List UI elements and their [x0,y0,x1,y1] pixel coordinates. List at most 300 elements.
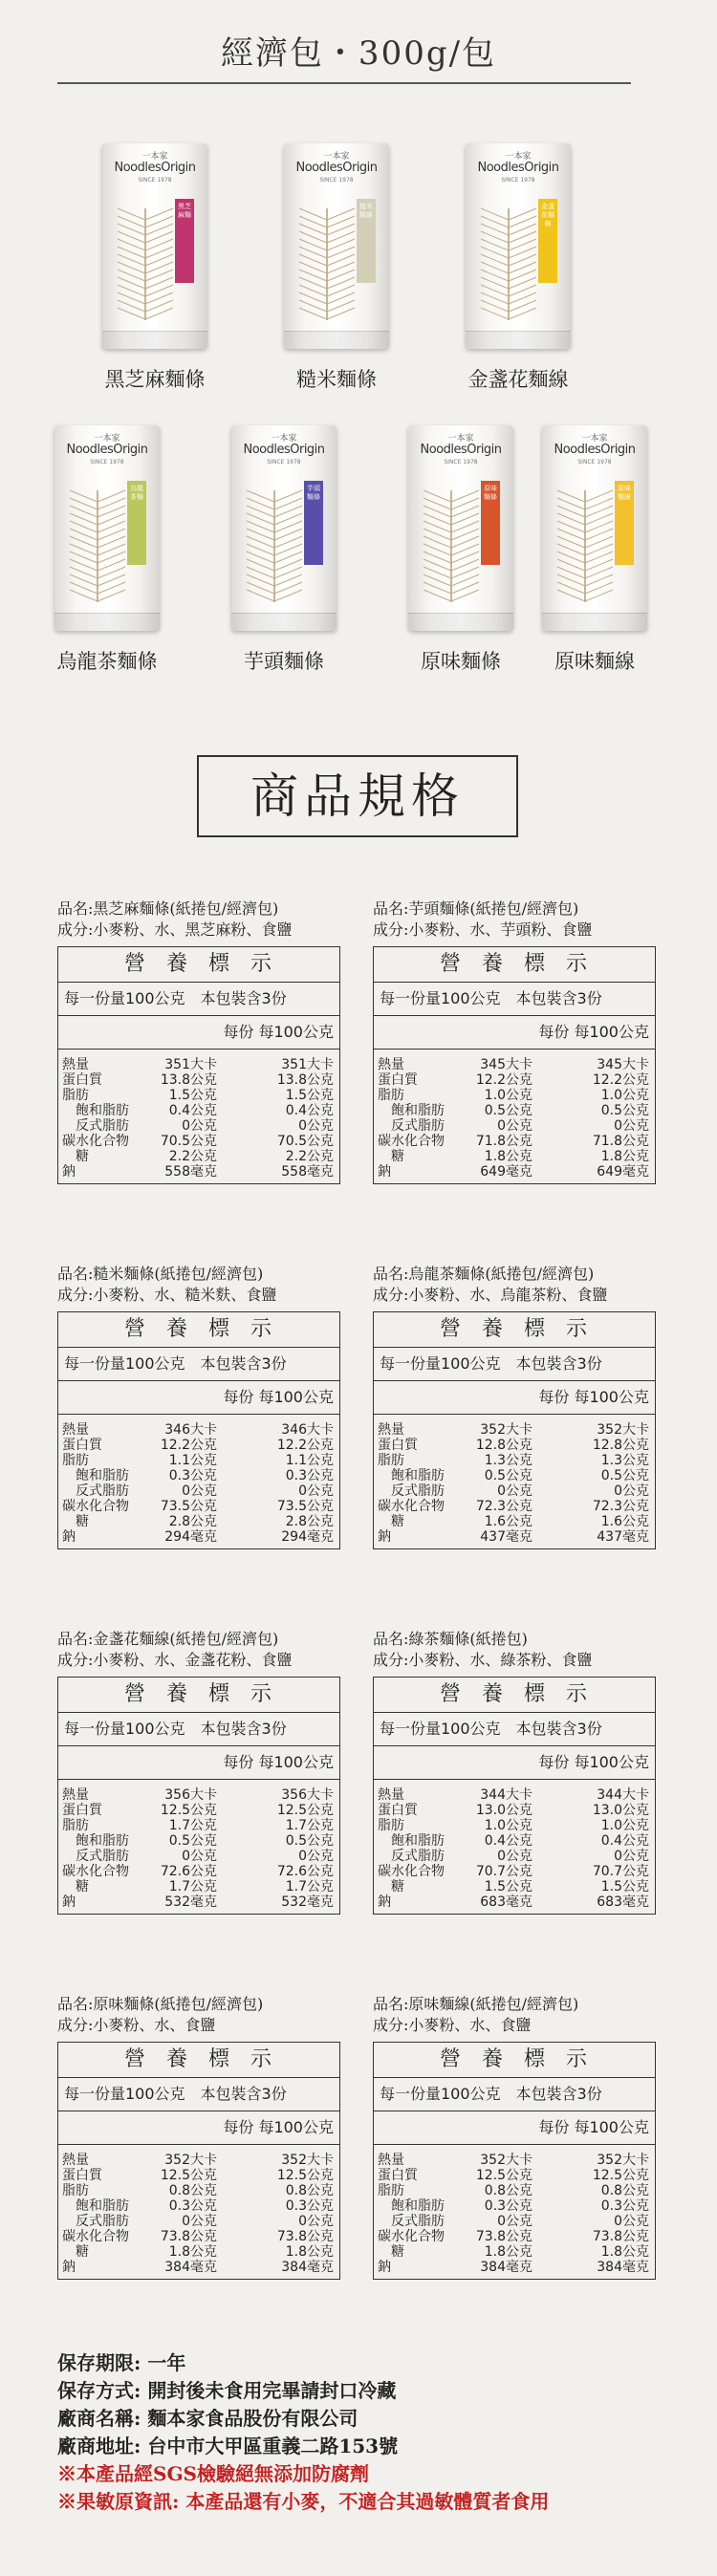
product-spec [373,1264,660,1549]
per-serving-value: 345大卡 [480,1057,532,1072]
per-serving-value: 0公克 [182,1483,217,1499]
per-100g-value: 351大卡 [281,1057,334,1072]
package-name: 原味麵條 [421,650,501,673]
nutrient-label: 反式脂肪 [391,1483,445,1499]
product-ingredients: 成分:小麥粉、水、食鹽 [373,2016,532,2034]
nutrition-table [373,946,656,1184]
shelf-life: 保存期限: 一年 [57,2351,186,2374]
nutrition-row [374,1879,655,1894]
column-header: 每份 每100公克 [58,1016,339,1050]
per-100g-value: 352大卡 [281,2153,334,2168]
nutrition-row [58,1803,339,1818]
nutrient-label: 碳水化合物 [378,1499,445,1514]
product-name: 品名:糙米麵條(紙捲包/經濟包) [57,1265,264,1283]
product-name: 品名:原味麵條(紙捲包/經濟包) [57,1995,264,2013]
nutrient-label: 熱量 [62,1057,89,1072]
per-serving-value: 558毫克 [164,1164,217,1180]
per-100g-value: 1.1公克 [285,1453,334,1468]
serving-info: 每一份量100公克 本包裝含3份 [374,1348,655,1381]
nutrition-row [58,1134,339,1149]
nutrition-row [374,2244,655,2260]
per-100g-value: 13.0公克 [592,1803,649,1818]
nutrition-row [58,1818,339,1833]
nutrient-label: 脂肪 [378,1088,404,1103]
product-name: 品名:黑芝麻麵條(紙捲包/經濟包) [57,899,279,918]
per-serving-value: 0公克 [182,1118,217,1134]
per-100g-value: 649毫克 [597,1164,649,1180]
package-name: 金盞花麵線 [467,368,569,391]
nutrition-row [374,1894,655,1910]
nutrition-row [58,1468,339,1483]
nutrition-row [374,2198,655,2214]
brand-logo: NoodlesOrigin [243,443,325,457]
per-serving-value: 0.3公克 [168,1468,217,1483]
nutrient-label: 蛋白質 [378,1803,418,1818]
product-name: 品名:原味麵線(紙捲包/經濟包) [373,1995,579,2013]
per-serving-value: 532毫克 [164,1894,217,1910]
package-image [54,425,160,631]
per-serving-value: 352大卡 [480,1422,532,1438]
nutrition-row [58,1833,339,1849]
package-item [461,143,576,393]
package-seal [542,613,647,631]
nutrient-label: 碳水化合物 [378,1864,445,1879]
per-100g-value: 1.6公克 [600,1514,649,1529]
per-serving-value: 0公克 [497,1483,532,1499]
per-serving-value: 12.8公克 [475,1438,532,1453]
brand-tagline: SINCE 1978 [90,459,124,465]
per-serving-value: 71.8公克 [475,1134,532,1149]
brand-tagline: SINCE 1978 [444,459,478,465]
per-serving-value: 294毫克 [164,1529,217,1545]
nutrition-row [374,1453,655,1468]
per-100g-value: 0.8公克 [285,2183,334,2198]
serving-info: 每一份量100公克 本包裝含3份 [58,2078,339,2111]
per-serving-value: 13.8公克 [160,1072,217,1088]
nutrient-label: 熱量 [378,1787,404,1803]
nutrient-label: 糖 [76,2244,89,2260]
per-serving-value: 356大卡 [164,1787,217,1803]
per-serving-value: 0.8公克 [484,2183,532,2198]
nutrition-row [58,1864,339,1879]
product-ingredients: 成分:小麥粉、水、芋頭粉、食鹽 [373,920,593,939]
per-100g-value: 2.2公克 [285,1149,334,1164]
per-serving-value: 12.5公克 [160,1803,217,1818]
nutrient-label: 飽和脂肪 [391,1468,445,1483]
column-header: 每份 每100公克 [374,1016,655,1050]
nutrition-table [373,2042,656,2280]
nutrition-row [58,1499,339,1514]
nutrition-title: 營養標示 [374,1678,655,1713]
package-name: 糙米麵條 [296,368,377,391]
nutrition-row [374,2168,655,2183]
nutrient-label: 脂肪 [62,2183,89,2198]
per-100g-value: 345大卡 [597,1057,649,1072]
nutrition-row [58,1438,339,1453]
nutrition-row [58,2183,339,2198]
per-100g-value: 294毫克 [281,1529,334,1545]
nutrition-row [58,1088,339,1103]
nutrient-label: 糖 [76,1149,89,1164]
nutrient-label: 熱量 [378,1422,404,1438]
nutrition-title: 營養標示 [58,2043,339,2078]
package-item [98,143,212,393]
package-flavor-label: 芋頭麵條 [304,481,323,565]
per-100g-value: 0公克 [298,1849,334,1864]
wheat-leaf-icon [475,201,542,325]
product-ingredients: 成分:小麥粉、水、烏龍茶粉、食鹽 [373,1286,608,1304]
nutrition-row [58,1529,339,1545]
brand-mark: 一本家 [505,152,532,162]
per-100g-value: 2.8公克 [285,1514,334,1529]
package-image [231,425,337,631]
brand-tagline: SINCE 1978 [138,177,172,184]
per-serving-value: 649毫克 [480,1164,532,1180]
nutrition-row [58,1849,339,1864]
package-name: 芋頭麵條 [244,650,324,673]
nutrition-table [373,1311,656,1549]
nutrition-title: 營養標示 [374,2043,655,2078]
nutrient-label: 鈉 [378,1894,391,1910]
per-serving-value: 1.8公克 [484,2244,532,2260]
product-spec [57,898,344,1184]
per-serving-value: 384毫克 [164,2260,217,2275]
package-item [403,425,518,675]
nutrient-label: 碳水化合物 [378,2229,445,2244]
nutrition-row [58,1422,339,1438]
nutrition-row [58,1103,339,1118]
per-100g-value: 0.5公克 [600,1468,649,1483]
per-100g-value: 73.5公克 [276,1499,334,1514]
footer-info [57,2349,669,2516]
nutrition-row [374,1529,655,1545]
per-100g-value: 73.8公克 [276,2229,334,2244]
nutrition-row [374,1483,655,1499]
nutrition-row [374,1499,655,1514]
nutrition-row [58,2168,339,2183]
per-100g-value: 0公克 [298,1483,334,1499]
nutrient-label: 糖 [76,1879,89,1894]
product-name: 品名:烏龍茶麵條(紙捲包/經濟包) [373,1265,595,1283]
serving-info: 每一份量100公克 本包裝含3份 [58,1348,339,1381]
per-100g-value: 0.3公克 [285,2198,334,2214]
package-flavor-label: 原味麵條 [481,481,500,565]
nutrition-row [58,1453,339,1468]
per-100g-value: 1.3公克 [600,1453,649,1468]
per-100g-value: 0.8公克 [600,2183,649,2198]
package-image [542,425,647,631]
per-serving-value: 70.7公克 [475,1864,532,1879]
nutrition-title: 營養標示 [58,947,339,983]
nutrient-label: 飽和脂肪 [76,2198,129,2214]
per-100g-value: 1.0公克 [600,1818,649,1833]
nutrition-title: 營養標示 [58,1312,339,1348]
nutrient-label: 蛋白質 [378,1438,418,1453]
nutrition-row [374,1864,655,1879]
product-ingredients: 成分:小麥粉、水、食鹽 [57,2016,216,2034]
nutrition-row [374,2153,655,2168]
package-item [50,425,164,675]
serving-info: 每一份量100公克 本包裝含3份 [374,2078,655,2111]
per-100g-value: 12.5公克 [592,2168,649,2183]
nutrient-label: 蛋白質 [62,2168,102,2183]
per-100g-value: 346大卡 [281,1422,334,1438]
nutrient-label: 反式脂肪 [76,1483,129,1499]
per-serving-value: 73.5公克 [160,1499,217,1514]
product-spec [57,1629,344,1915]
nutrient-label: 鈉 [62,1164,76,1180]
package-seal [466,331,571,349]
product-ingredients: 成分:小麥粉、水、金盞花粉、食鹽 [57,1651,293,1669]
package-name: 黑芝麻麵條 [104,368,206,391]
per-100g-value: 558毫克 [281,1164,334,1180]
per-serving-value: 344大卡 [480,1787,532,1803]
brand-mark: 一本家 [447,434,474,444]
package-flavor-label: 糙米麵條 [357,199,376,283]
nutrition-row [374,1422,655,1438]
per-serving-value: 2.2公克 [168,1149,217,1164]
per-100g-value: 0公克 [614,1118,649,1134]
nutrition-row [374,1072,655,1088]
nutrient-label: 反式脂肪 [391,1849,445,1864]
nutrient-label: 脂肪 [378,1453,404,1468]
package-name: 原味麵線 [554,650,635,673]
nutrition-row [374,1088,655,1103]
nutrition-row [58,1483,339,1499]
column-header: 每份 每100公克 [58,2111,339,2145]
nutrient-label: 碳水化合物 [62,1134,129,1149]
nutrition-row [58,1894,339,1910]
nutrient-label: 蛋白質 [378,2168,418,2183]
per-serving-value: 683毫克 [480,1894,532,1910]
brand-mark: 一本家 [94,434,120,444]
nutrient-label: 飽和脂肪 [76,1468,129,1483]
nutrient-label: 糖 [391,1879,404,1894]
brand-mark: 一本家 [323,152,350,162]
nutrient-label: 脂肪 [62,1088,89,1103]
package-item [537,425,652,675]
nutrient-label: 熱量 [378,1057,404,1072]
per-100g-value: 12.5公克 [276,1803,334,1818]
package-image [284,143,389,349]
brand-logo: NoodlesOrigin [66,443,148,457]
spec-title: 商品規格 [197,755,518,837]
nutrition-row [374,1833,655,1849]
per-serving-value: 1.0公克 [484,1088,532,1103]
serving-info: 每一份量100公克 本包裝含3份 [374,983,655,1016]
per-100g-value: 0.3公克 [285,1468,334,1483]
nutrient-label: 蛋白質 [62,1072,102,1088]
per-100g-value: 1.5公克 [285,1088,334,1103]
nutrition-row [374,1057,655,1072]
wheat-leaf-icon [552,483,619,607]
per-100g-value: 0.5公克 [285,1833,334,1849]
wheat-leaf-icon [418,483,485,607]
nutrition-title: 營養標示 [374,947,655,983]
per-serving-value: 437毫克 [480,1529,532,1545]
package-seal [54,613,160,631]
nutrition-row [374,2183,655,2198]
per-serving-value: 0公克 [497,1118,532,1134]
nutrition-row [58,2260,339,2275]
per-100g-value: 13.8公克 [276,1072,334,1088]
per-serving-value: 1.0公克 [484,1818,532,1833]
nutrition-row [58,1514,339,1529]
per-100g-value: 70.7公克 [592,1864,649,1879]
brand-logo: NoodlesOrigin [554,443,636,457]
per-serving-value: 0.3公克 [484,2198,532,2214]
product-name: 品名:金盞花麵線(紙捲包/經濟包) [57,1630,279,1648]
per-serving-value: 1.7公克 [168,1879,217,1894]
brand-mark: 一本家 [581,434,608,444]
per-100g-value: 437毫克 [597,1529,649,1545]
nutrition-row [58,2229,339,2244]
per-serving-value: 0.3公克 [168,2198,217,2214]
product-name: 品名:綠茶麵條(紙捲包) [373,1630,528,1648]
package-seal [102,331,207,349]
nutrient-label: 反式脂肪 [76,2214,129,2229]
per-serving-value: 12.5公克 [160,2168,217,2183]
per-100g-value: 0公克 [298,2214,334,2229]
nutrient-label: 脂肪 [62,1453,89,1468]
column-header: 每份 每100公克 [374,1381,655,1415]
per-100g-value: 0公克 [614,2214,649,2229]
nutrient-label: 蛋白質 [62,1438,102,1453]
nutrition-row [374,1849,655,1864]
nutrient-label: 飽和脂肪 [391,2198,445,2214]
per-serving-value: 384毫克 [480,2260,532,2275]
nutrition-row [58,1118,339,1134]
nutrient-label: 脂肪 [378,1818,404,1833]
nutrition-table [57,1677,340,1915]
preservative-notice: ※本產品經SGS檢驗絕無添加防腐劑 [57,2462,369,2485]
nutrient-label: 蛋白質 [378,1072,418,1088]
package-image [466,143,571,349]
wheat-leaf-icon [293,201,360,325]
nutrition-row [374,2229,655,2244]
nutrient-label: 糖 [391,1149,404,1164]
nutrition-table [373,1677,656,1915]
column-header: 每份 每100公克 [374,2111,655,2145]
nutrition-table [57,1311,340,1549]
per-100g-value: 356大卡 [281,1787,334,1803]
nutrition-table [57,946,340,1184]
serving-info: 每一份量100公克 本包裝含3份 [58,983,339,1016]
nutrient-label: 糖 [391,2244,404,2260]
per-serving-value: 0.4公克 [484,1833,532,1849]
package-flavor-label: 金盞花麵線 [538,199,557,283]
nutrition-row [374,1787,655,1803]
package-seal [231,613,337,631]
nutrient-label: 糖 [76,1514,89,1529]
nutrient-label: 碳水化合物 [62,1499,129,1514]
per-serving-value: 352大卡 [480,2153,532,2168]
nutrition-row [58,1072,339,1088]
per-100g-value: 0.5公克 [600,1103,649,1118]
product-spec [373,1629,660,1915]
nutrition-row [374,1803,655,1818]
nutrient-label: 鈉 [62,1529,76,1545]
per-100g-value: 1.8公克 [285,2244,334,2260]
nutrition-row [374,1468,655,1483]
per-100g-value: 352大卡 [597,2153,649,2168]
per-100g-value: 12.5公克 [276,2168,334,2183]
package-image [408,425,513,631]
per-100g-value: 1.7公克 [285,1879,334,1894]
package-flavor-label: 烏龍茶麵 [127,481,146,565]
per-serving-value: 70.5公克 [160,1134,217,1149]
per-serving-value: 1.5公克 [484,1879,532,1894]
per-serving-value: 73.8公克 [475,2229,532,2244]
nutrient-label: 糖 [391,1514,404,1529]
product-spec [57,1994,344,2280]
nutrient-label: 熱量 [62,2153,89,2168]
title-divider [57,82,631,84]
nutrient-label: 熱量 [62,1422,89,1438]
per-serving-value: 1.5公克 [168,1088,217,1103]
manufacturer-address: 廠商地址: 台中市大甲區重義二路153號 [57,2435,399,2457]
column-header: 每份 每100公克 [374,1746,655,1780]
nutrient-label: 脂肪 [378,2183,404,2198]
nutrient-label: 碳水化合物 [378,1134,445,1149]
per-serving-value: 72.6公克 [160,1864,217,1879]
per-100g-value: 683毫克 [597,1894,649,1910]
nutrition-row [374,1164,655,1180]
nutrition-row [374,1514,655,1529]
nutrition-row [374,1149,655,1164]
per-serving-value: 1.3公克 [484,1453,532,1468]
nutrition-row [374,1818,655,1833]
product-ingredients: 成分:小麥粉、水、黑芝麻粉、食鹽 [57,920,293,939]
brand-tagline: SINCE 1978 [577,459,612,465]
package-flavor-label: 黑芝麻麵 [175,199,194,283]
nutrient-label: 鈉 [378,1164,391,1180]
nutrition-row [58,2214,339,2229]
brand-tagline: SINCE 1978 [319,177,354,184]
column-header: 每份 每100公克 [58,1381,339,1415]
nutrition-row [374,2214,655,2229]
nutrient-label: 碳水化合物 [62,2229,129,2244]
per-serving-value: 12.2公克 [160,1438,217,1453]
per-100g-value: 12.2公克 [592,1072,649,1088]
page-title: 經濟包・300g/包 [220,34,497,73]
package-image [102,143,207,349]
per-serving-value: 1.7公克 [168,1818,217,1833]
wheat-leaf-icon [112,201,179,325]
nutrient-label: 反式脂肪 [391,2214,445,2229]
brand-logo: NoodlesOrigin [114,161,196,175]
allergen-notice: ※果敏原資訊: 本產品還有小麥，不適合其過敏體質者食用 [57,2490,550,2513]
per-serving-value: 352大卡 [164,2153,217,2168]
per-100g-value: 1.8公克 [600,2244,649,2260]
per-100g-value: 532毫克 [281,1894,334,1910]
nutrient-label: 蛋白質 [62,1803,102,1818]
per-serving-value: 346大卡 [164,1422,217,1438]
per-serving-value: 0.5公克 [484,1103,532,1118]
brand-logo: NoodlesOrigin [295,161,378,175]
per-100g-value: 72.3公克 [592,1499,649,1514]
product-ingredients: 成分:小麥粉、水、糙米麩、食鹽 [57,1286,277,1304]
per-100g-value: 384毫克 [597,2260,649,2275]
nutrient-label: 飽和脂肪 [391,1833,445,1849]
nutrition-row [58,1149,339,1164]
product-name: 品名:芋頭麵條(紙捲包/經濟包) [373,899,579,918]
nutrient-label: 鈉 [62,1894,76,1910]
per-serving-value: 72.3公克 [475,1499,532,1514]
per-serving-value: 12.5公克 [475,2168,532,2183]
brand-logo: NoodlesOrigin [420,443,502,457]
nutrient-label: 反式脂肪 [76,1849,129,1864]
